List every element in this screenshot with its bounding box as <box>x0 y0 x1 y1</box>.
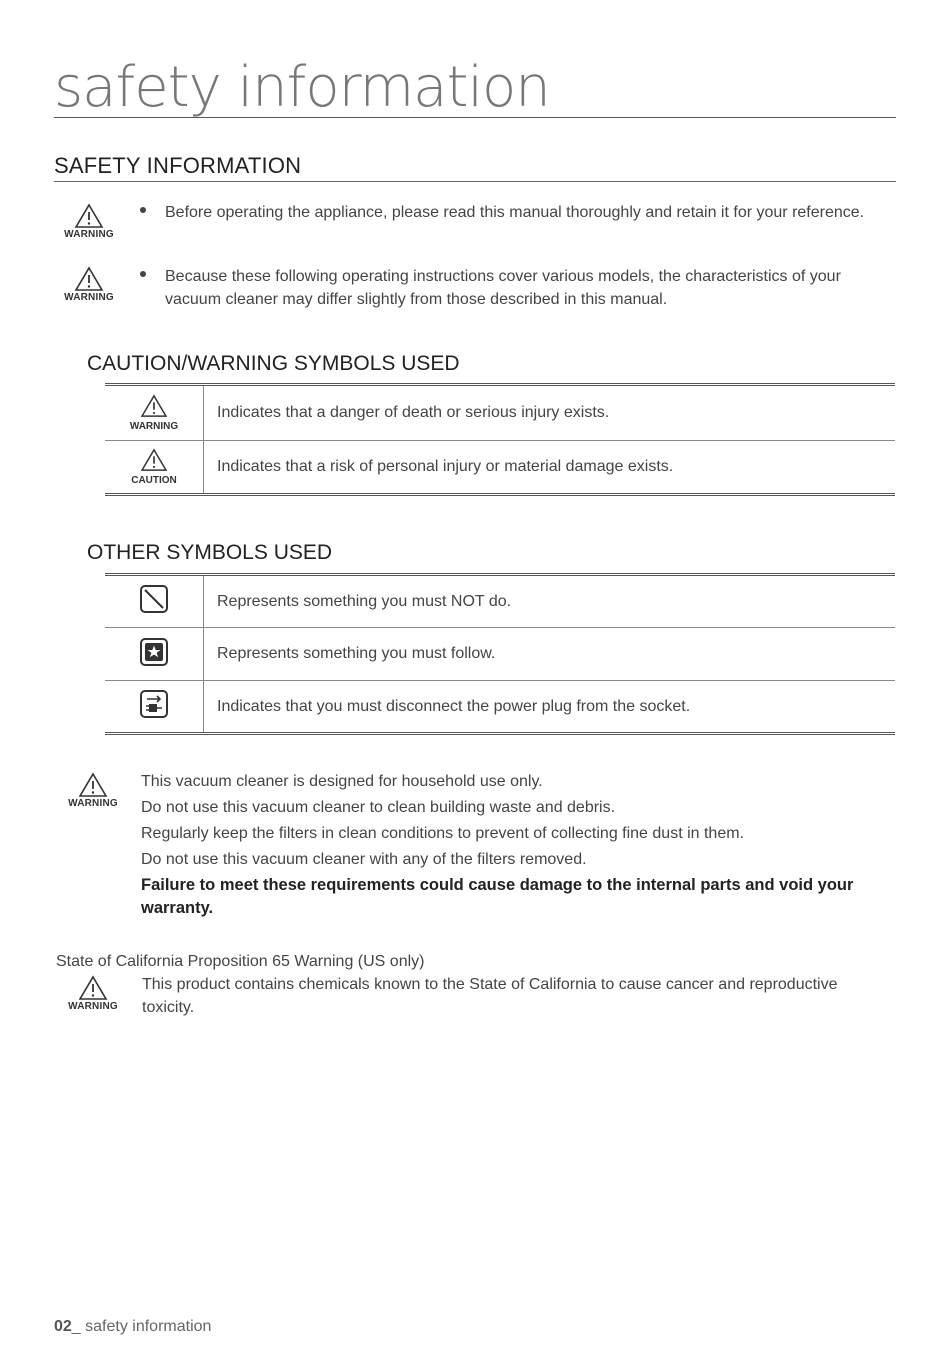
intro-bullet-text: Before operating the appliance, please read this manual thoroughly and retain it for your reference. <box>165 204 865 221</box>
table-row <box>105 681 895 734</box>
warning-triangle-icon <box>139 394 169 418</box>
section-divider <box>54 181 896 182</box>
caution-section-title: CAUTION/WARNING SYMBOLS USED <box>87 352 460 375</box>
warning-triangle-icon <box>78 975 108 1001</box>
prop65-title: State of California Proposition 65 Warning (US only) <box>56 953 425 970</box>
household-warning-text <box>141 769 881 920</box>
warning-label: WARNING <box>68 798 118 809</box>
symbol-cell <box>105 385 204 441</box>
must-follow-icon <box>139 637 169 667</box>
symbol-description: Represents something you must follow. <box>204 628 896 681</box>
section-title: SAFETY INFORMATION <box>54 153 302 178</box>
symbol-description: Indicates that a danger of death or serious injury exists. <box>204 385 896 441</box>
prop65-text: This product contains chemicals known to the State of California to cause cancer and reproductive toxicity. <box>142 976 838 1016</box>
other-symbols-table <box>105 573 895 735</box>
page-footer <box>54 1318 211 1336</box>
symbol-description: Indicates that a risk of personal injury or material damage exists. <box>217 458 674 475</box>
caution-triangle-icon <box>139 448 169 472</box>
warning-label: WARNING <box>64 292 114 303</box>
warning-icon <box>54 203 124 240</box>
page-title: safety information <box>54 55 550 120</box>
warning-icon <box>58 772 128 809</box>
warning-label: WARNING <box>129 421 179 432</box>
table-row <box>105 575 895 628</box>
warning-line: Regularly keep the filters in clean conditions to prevent of collecting fine dust in them. <box>141 825 744 842</box>
intro-bullet-text: Because these following operating instructions cover various models, the characteristics of your vacuum cleaner may differ slightly from those described in this manual. <box>165 268 841 308</box>
symbol-cell <box>105 575 204 628</box>
title-divider <box>54 117 896 118</box>
table-row <box>105 385 895 441</box>
bullet-dot <box>140 207 146 213</box>
caution-symbols-table <box>105 383 895 496</box>
table-row <box>105 628 895 681</box>
warning-icon <box>58 975 128 1012</box>
warning-triangle-icon <box>74 203 104 229</box>
warning-triangle-icon <box>78 772 108 798</box>
symbol-cell <box>105 681 204 734</box>
bullet-dot <box>140 271 146 277</box>
symbol-description: Indicates that you must disconnect the power plug from the socket. <box>217 697 691 715</box>
warning-line: Do not use this vacuum cleaner with any of the filters removed. <box>141 851 587 868</box>
warning-label: WARNING <box>64 229 114 240</box>
caution-label: CAUTION <box>131 475 177 486</box>
unplug-icon <box>139 689 169 719</box>
warning-label: WARNING <box>68 1001 118 1012</box>
symbol-cell <box>105 628 204 681</box>
warning-icon <box>54 266 124 303</box>
prohibited-icon <box>139 584 169 614</box>
warning-line: This vacuum cleaner is designed for household use only. <box>141 773 543 790</box>
other-section-title: OTHER SYMBOLS USED <box>87 541 333 564</box>
table-row <box>105 441 895 495</box>
symbol-description: Represents something you must NOT do. <box>204 575 896 628</box>
warranty-warning: Failure to meet these requirements could cause damage to the internal parts and void your warranty. <box>141 876 854 917</box>
symbol-cell <box>105 441 204 495</box>
warning-triangle-icon <box>74 266 104 292</box>
footer-label: _ safety information <box>71 1318 212 1335</box>
page-number: 02 <box>54 1318 72 1335</box>
warning-line: Do not use this vacuum cleaner to clean building waste and debris. <box>141 799 616 816</box>
